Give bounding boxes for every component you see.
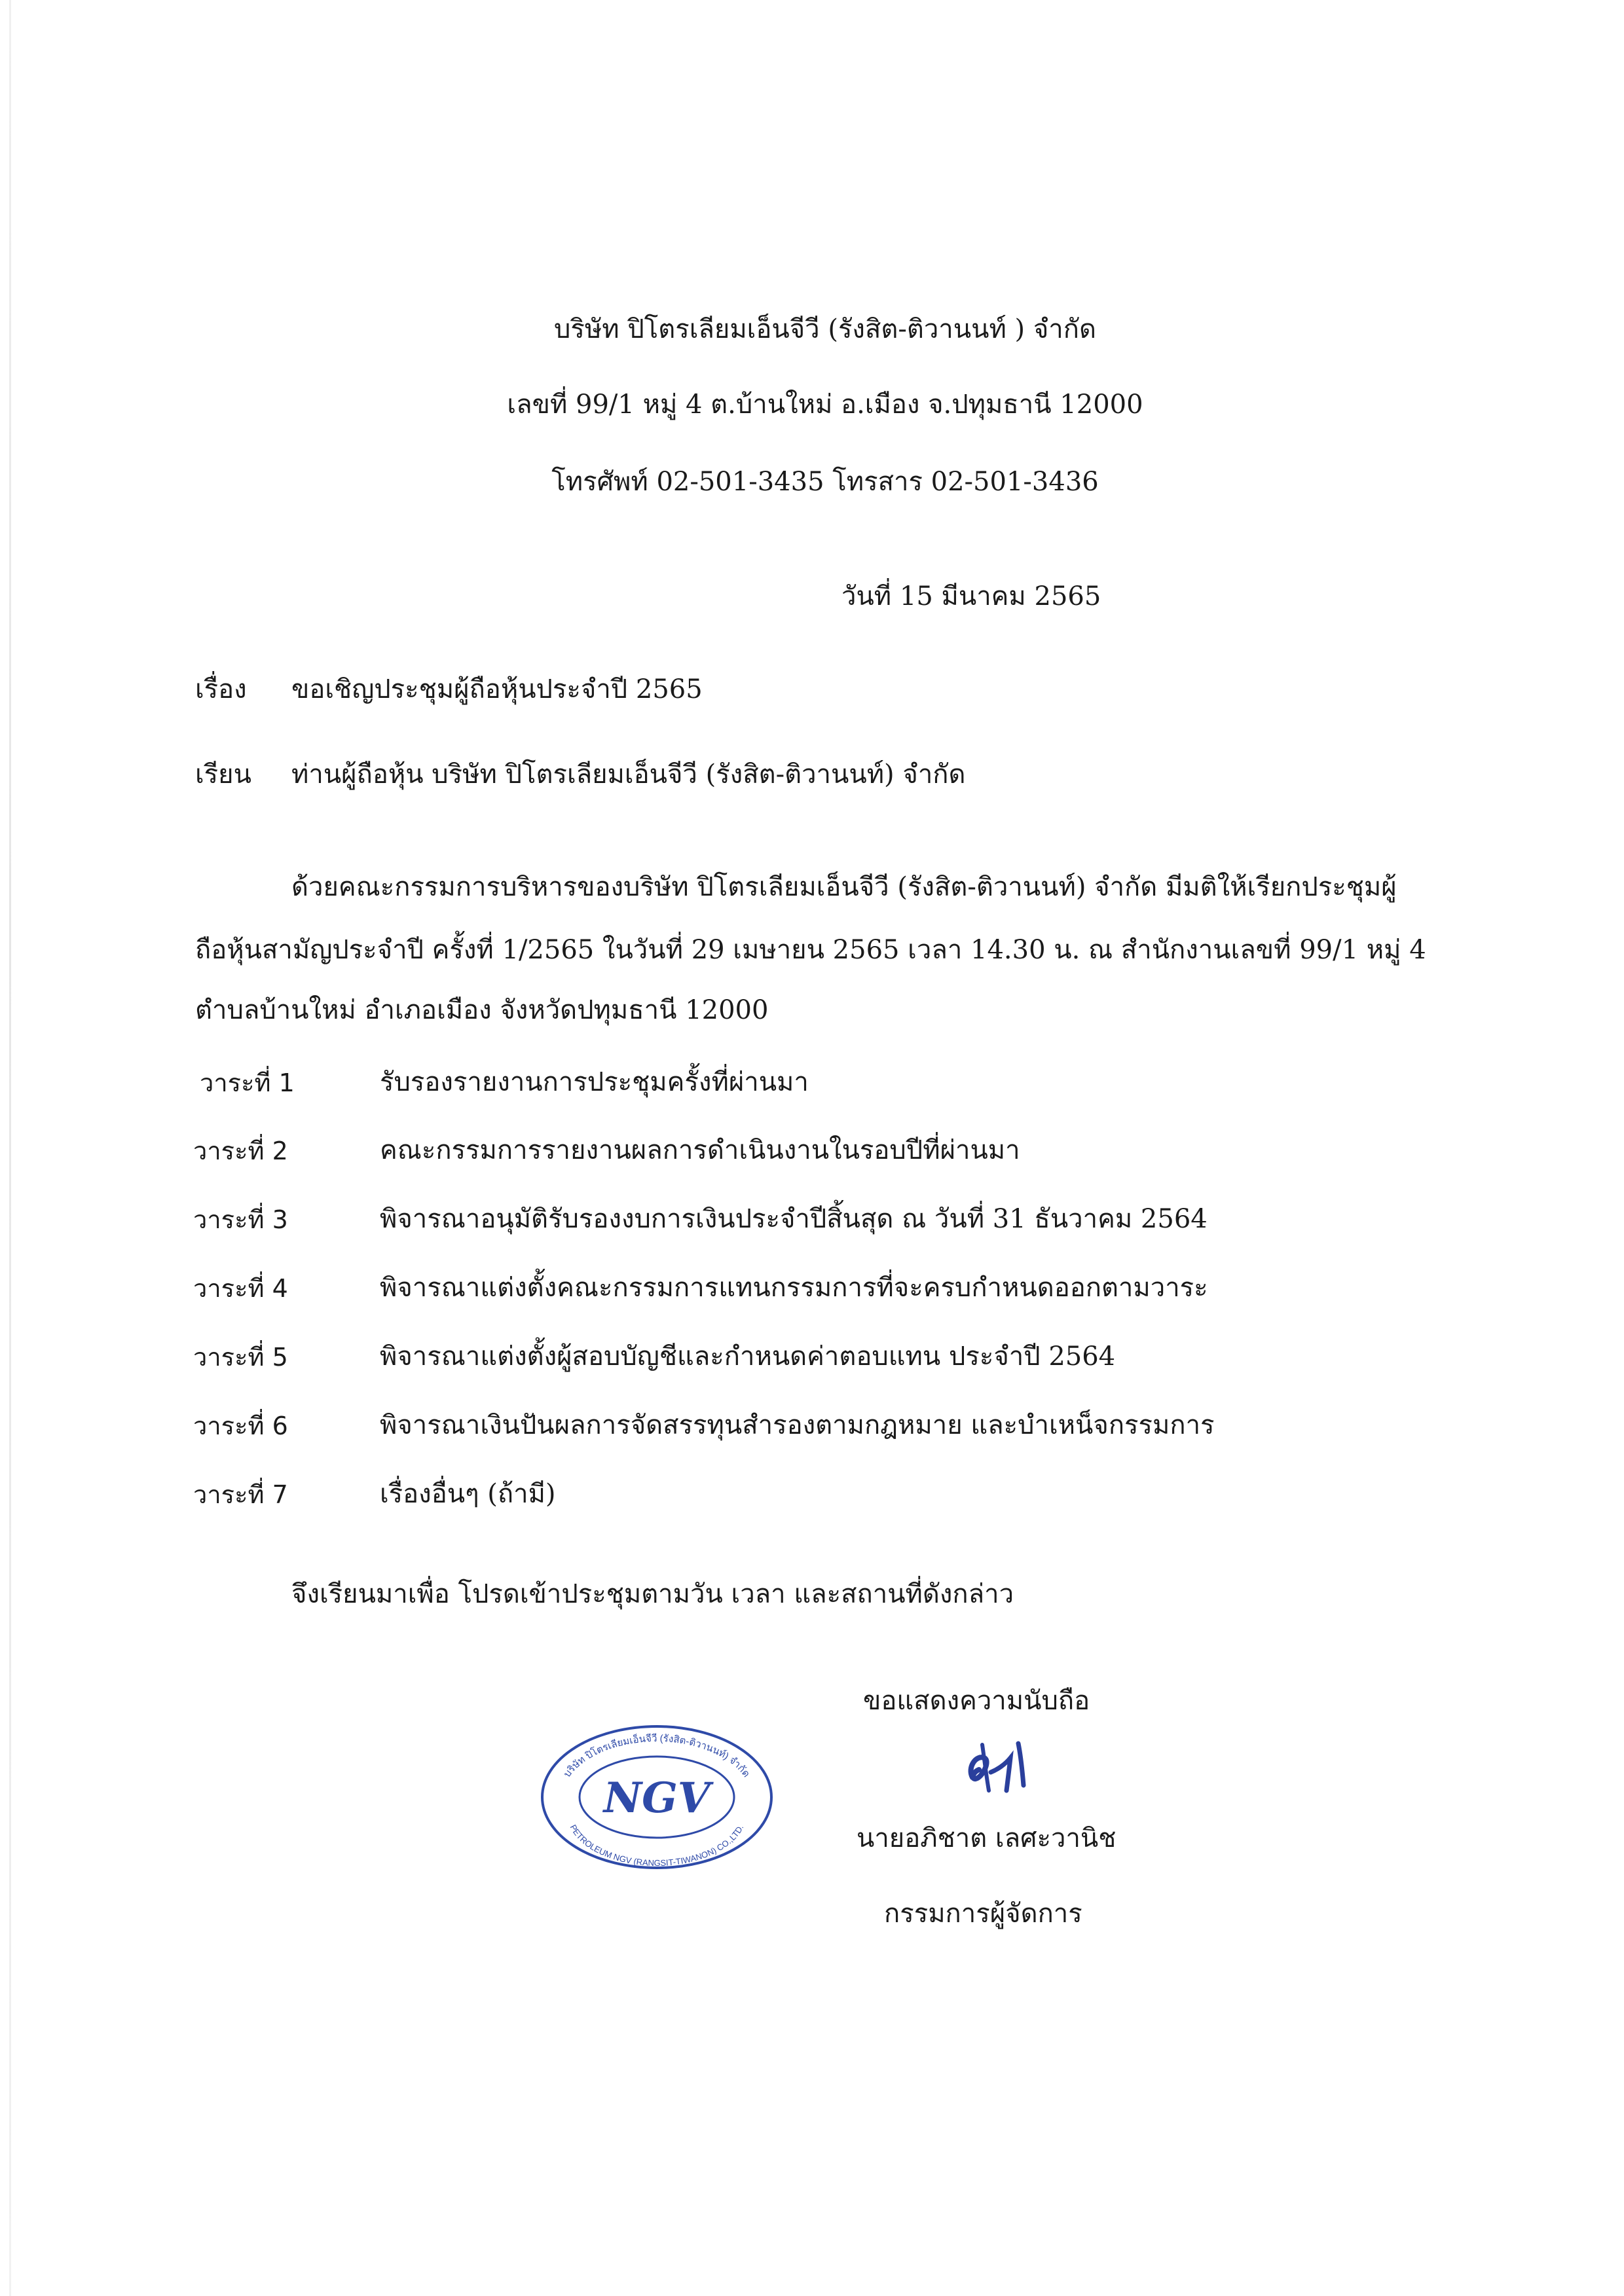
closing-paragraph: จึงเรียนมาเพื่อ โปรดเข้าประชุมตามวัน เวลา และสถานที่ดังกล่าว [291,1579,1014,1609]
subject-label: เรื่อง [195,674,247,704]
subject-text: ขอเชิญประชุมผู้ถือหุ้นประจำปี 2565 [291,674,703,704]
stamp-ring-bottom: PETROLEUM NGV (RANGSIT-TIWANON) CO.,LTD. [568,1823,746,1868]
agenda-text: เรื่องอื่นๆ (ถ้ามี) [380,1479,556,1509]
signature [953,1732,1038,1804]
agenda-number: วาระที่ 7 [193,1480,288,1509]
stamp-logo: NGV [603,1774,710,1823]
company-stamp [536,1722,778,1872]
agenda-number: วาระที่ 5 [193,1343,288,1372]
agenda-text: คณะกรรมการรายงานผลการดำเนินงานในรอบปีที่ผ่านมา [380,1135,1020,1165]
signatory-title: กรรมการผู้จัดการ [884,1899,1082,1929]
company-name: บริษัท ปิโตรเลียมเอ็นจีวี (รังสิต-ติวานนท์ ) จำกัด [554,314,1096,344]
sign-off-respect: ขอแสดงความนับถือ [863,1686,1090,1716]
company-address: เลขที่ 99/1 หมู่ 4 ต.บ้านใหม่ อ.เมือง จ.ปทุมธานี 12000 [507,390,1143,420]
body-line-2: ถือหุ้นสามัญประจำปี ครั้งที่ 1/2565 ในวันที่ 29 เมษายน 2565 เวลา 14.30 น. ณ สำนักงานเลขที่ 99/1 หมู่ 4 [195,935,1426,965]
body-line-1: ด้วยคณะกรรมการบริหารของบริษัท ปิโตรเลียมเอ็นจีวี (รังสิต-ติวานนท์) จำกัด มีมติให้เรียกประชุมผู้ [291,872,1397,902]
agenda-number: วาระที่ 6 [193,1412,288,1440]
recipient-text: ท่านผู้ถือหุ้น บริษัท ปิโตรเลียมเอ็นจีวี (รังสิต-ติวานนท์) จำกัด [291,759,966,790]
agenda-text: พิจารณาอนุมัติรับรองงบการเงินประจำปีสิ้นสุด ณ วันที่ 31 ธันวาคม 2564 [380,1204,1208,1234]
agenda-text: รับรองรายงานการประชุมครั้งที่ผ่านมา [380,1067,809,1097]
agenda-text: พิจารณาเงินปันผลการจัดสรรทุนสำรองตามกฎหมาย และบำเหน็จกรรมการ [380,1410,1215,1440]
agenda-number: วาระที่ 3 [193,1205,288,1234]
body-line-3: ตำบลบ้านใหม่ อำเภอเมือง จังหวัดปทุมธานี 12000 [195,995,769,1025]
company-phone-fax: โทรศัพท์ 02-501-3435 โทรสาร 02-501-3436 [551,467,1099,497]
agenda-number: วาระที่ 4 [193,1274,288,1303]
letter-date: วันที่ 15 มีนาคม 2565 [841,581,1101,611]
agenda-text: พิจารณาแต่งตั้งคณะกรรมการแทนกรรมการที่จะครบกำหนดออกตามวาระ [380,1273,1208,1303]
stamp-ring-top: บริษัท ปิโตรเลียมเอ็นจีวี (รังสิต-ติวานนท์) จำกัด [561,1732,752,1780]
agenda-number: วาระที่ 1 [200,1068,295,1097]
agenda-text: พิจารณาแต่งตั้งผู้สอบบัญชีและกำหนดค่าตอบแทน ประจำปี 2564 [380,1341,1116,1372]
signatory-name: นายอภิชาต เลศะวานิช [857,1823,1116,1853]
recipient-label: เรียน [195,759,251,790]
agenda-number: วาระที่ 2 [193,1137,288,1165]
page-scan-edge [9,0,11,2296]
